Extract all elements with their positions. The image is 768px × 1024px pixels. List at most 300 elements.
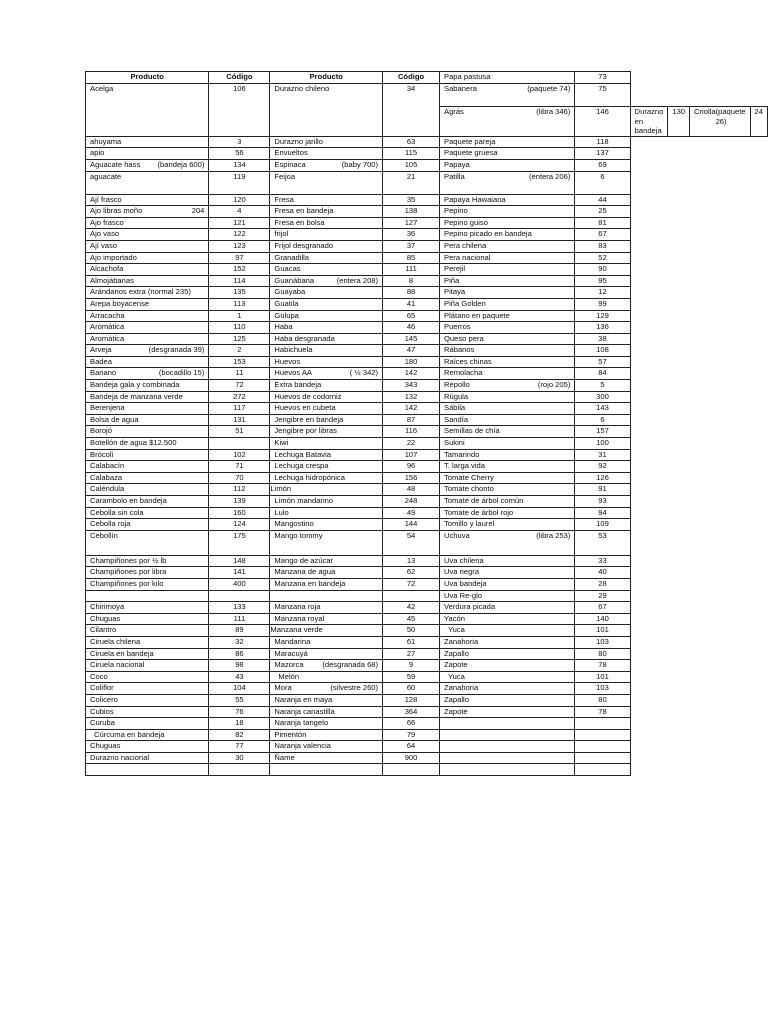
product-cell [270, 671, 383, 683]
product-name: Cebollín [90, 530, 118, 540]
table-row [86, 438, 768, 450]
product-cell [86, 718, 209, 730]
code-cell: 400 [209, 578, 270, 590]
product-cell [270, 426, 383, 438]
code-cell [575, 764, 630, 776]
code-cell: 97 [209, 252, 270, 264]
product-name: Raíces chinas [444, 356, 492, 366]
code-cell: 76 [209, 706, 270, 718]
product-cell [440, 461, 575, 473]
product-name: Papaya Hawaiana [444, 194, 506, 204]
code-cell: 101 [575, 625, 630, 637]
product-name: Ciruela nacional [90, 660, 145, 670]
code-cell: 134 [209, 159, 270, 171]
product-cell [270, 356, 383, 368]
product-name: Colicero [90, 694, 118, 704]
code-cell: 11 [209, 368, 270, 380]
product-name: Aguacate hass (bandeja 600) [90, 159, 205, 169]
product-cell [86, 590, 209, 602]
product-cell [440, 741, 575, 753]
product-cell [270, 602, 383, 614]
product-cell: Papa pastusa [440, 72, 575, 84]
table-row [86, 590, 768, 602]
product-cell [270, 694, 383, 706]
product-cell [86, 322, 209, 334]
product-cell [440, 484, 575, 496]
product-cell [270, 752, 383, 764]
product-cell [270, 660, 383, 672]
code-cell: 64 [383, 741, 440, 753]
table-row [86, 461, 768, 473]
code-cell: 125 [209, 333, 270, 345]
product-name: Manzana en bandeja [274, 578, 346, 588]
product-cell [440, 613, 575, 625]
product-cell [270, 461, 383, 473]
product-cell [86, 530, 209, 555]
product-name: Aromática [90, 322, 125, 332]
product-cell [440, 625, 575, 637]
code-cell: 5 [575, 380, 630, 392]
product-cell [440, 426, 575, 438]
product-cell [270, 438, 383, 450]
product-name: Bolsa de agua [90, 414, 139, 424]
code-cell: 141 [209, 567, 270, 579]
code-cell [575, 718, 630, 730]
product-cell [440, 648, 575, 660]
product-name: apio [90, 148, 105, 158]
product-name: Chirimoya [90, 602, 125, 612]
product-name: Tamarindo [444, 449, 480, 459]
product-name: Tomate Cherry [444, 472, 494, 482]
code-cell: 52 [575, 252, 630, 264]
product-cell [440, 530, 575, 555]
product-name: Tomate de árbol rojo [444, 507, 514, 517]
code-cell: 130 [668, 107, 690, 137]
product-cell [270, 578, 383, 590]
header-code: Código [383, 72, 440, 84]
product-cell [86, 648, 209, 660]
product-name: Tomate chonto [444, 484, 494, 494]
product-cell [86, 729, 209, 741]
product-name: T. larga vida [444, 461, 485, 471]
product-cell [270, 741, 383, 753]
code-cell: 80 [575, 694, 630, 706]
product-cell [270, 625, 383, 637]
code-cell: 55 [209, 694, 270, 706]
code-cell: 24 [750, 107, 767, 137]
code-cell: 36 [383, 229, 440, 241]
code-cell: 59 [383, 671, 440, 683]
product-cell [86, 496, 209, 508]
code-cell: 54 [383, 530, 440, 555]
product-cell [270, 648, 383, 660]
code-cell: 35 [383, 194, 440, 206]
product-name: Zapote [444, 706, 468, 716]
product-name: Chuguas [90, 741, 121, 751]
product-name: Coco [90, 671, 108, 681]
product-cell [86, 240, 209, 252]
product-cell [86, 671, 209, 683]
product-name: Durazno en bandeja [634, 107, 664, 136]
product-cell [440, 345, 575, 357]
code-cell: 41 [383, 298, 440, 310]
code-cell: 2 [209, 345, 270, 357]
product-name: Calabaza [90, 472, 123, 482]
product-cell [440, 706, 575, 718]
code-cell: 98 [209, 660, 270, 672]
product-name: Jengibre en bandeja [274, 414, 344, 424]
code-cell: 83 [575, 240, 630, 252]
product-name: Frijol desgranado [274, 240, 334, 250]
table-row [86, 555, 768, 567]
product-name: Borojó [90, 426, 112, 436]
product-name: Naranja en maya [274, 694, 333, 704]
code-cell: 127 [383, 217, 440, 229]
product-name: Aromática [90, 333, 125, 343]
table-row [86, 694, 768, 706]
product-name: Mora (silvestre 260) [274, 683, 379, 693]
product-cell [440, 449, 575, 461]
table-row [86, 718, 768, 730]
product-cell [270, 84, 383, 137]
code-cell: 145 [383, 333, 440, 345]
code-cell: 156 [383, 472, 440, 484]
product-name: Melón [278, 671, 300, 681]
product-cell [440, 555, 575, 567]
product-cell [86, 84, 209, 137]
table-row [86, 275, 768, 287]
product-cell [440, 217, 575, 229]
product-cell [440, 333, 575, 345]
product-name: Manzana de agua [274, 567, 336, 577]
product-name: Manzana royal [274, 613, 325, 623]
product-cell [270, 507, 383, 519]
product-name: Cebolla sin cola [90, 507, 144, 517]
table-row [86, 578, 768, 590]
code-cell: 9 [383, 660, 440, 672]
header-code: Código [209, 72, 270, 84]
product-cell [440, 264, 575, 276]
product-name: Huevos AA ( ½ 342) [274, 368, 379, 378]
code-cell: 28 [575, 578, 630, 590]
product-name: Acelga [90, 84, 114, 93]
product-cell [86, 333, 209, 345]
product-name: Haba [274, 322, 293, 332]
product-cell [270, 136, 383, 148]
product-code-table [85, 71, 768, 776]
product-cell [440, 287, 575, 299]
code-cell: 32 [209, 636, 270, 648]
code-cell: 38 [575, 333, 630, 345]
table-row [86, 507, 768, 519]
table-row [86, 741, 768, 753]
product-name: Sandía [444, 414, 469, 424]
code-cell: 114 [209, 275, 270, 287]
product-name: Pepino [444, 206, 468, 216]
product-cell [440, 694, 575, 706]
product-cell [86, 613, 209, 625]
product-cell [440, 414, 575, 426]
product-name: Cebolla roja [90, 519, 131, 529]
product-name: Lechuga crespa [274, 461, 329, 471]
product-cell [86, 194, 209, 206]
product-cell [440, 159, 575, 171]
code-cell: 78 [575, 706, 630, 718]
code-cell: 144 [383, 519, 440, 531]
product-name: Huevos en cubeta [274, 403, 336, 413]
product-cell [86, 567, 209, 579]
product-cell [86, 449, 209, 461]
code-cell: 111 [209, 613, 270, 625]
product-cell [86, 602, 209, 614]
code-cell: 119 [209, 171, 270, 194]
product-cell [86, 217, 209, 229]
product-name: Fresa [274, 194, 294, 204]
product-name: Agrás (libra 346) [444, 107, 571, 116]
code-cell: 34 [383, 84, 440, 137]
table-row [86, 530, 768, 555]
product-name: Repollo (rojo 205) [444, 380, 571, 390]
product-name: Brócoli [90, 449, 114, 459]
code-cell: 62 [383, 567, 440, 579]
product-name: Durazno chileno [274, 84, 330, 93]
product-name: Alcachofa [90, 264, 124, 274]
code-cell: 111 [383, 264, 440, 276]
code-cell: 6 [575, 171, 630, 194]
code-cell: 30 [209, 752, 270, 764]
code-cell: 364 [383, 706, 440, 718]
code-cell: 117 [209, 403, 270, 415]
code-cell: 37 [383, 240, 440, 252]
product-cell [86, 136, 209, 148]
product-name: Habichuela [274, 345, 313, 355]
product-name: Zapote [444, 660, 468, 670]
product-cell [270, 345, 383, 357]
code-cell: 82 [209, 729, 270, 741]
code-cell: 18 [209, 718, 270, 730]
product-cell [270, 229, 383, 241]
product-cell [440, 84, 575, 107]
code-cell: 106 [209, 84, 270, 137]
product-name: Guatila [274, 298, 299, 308]
product-name: Fresa en bandeja [274, 206, 334, 216]
product-cell [86, 148, 209, 160]
product-name: Huevos [274, 356, 301, 366]
product-cell [440, 391, 575, 403]
table-row [86, 484, 768, 496]
code-cell: 40 [575, 567, 630, 579]
product-name: Mango tommy [274, 530, 323, 540]
product-name: Ajo vaso [90, 229, 120, 239]
code-cell: 81 [575, 217, 630, 229]
product-name: Coliflor [90, 683, 114, 693]
product-name: Maracuyá [274, 648, 308, 658]
product-cell [440, 171, 575, 194]
code-cell [383, 764, 440, 776]
table-row [86, 194, 768, 206]
product-cell [86, 484, 209, 496]
product-name: Arándanos extra (normal 235) [90, 287, 191, 297]
product-cell [86, 345, 209, 357]
product-cell [270, 275, 383, 287]
code-cell: 4 [209, 206, 270, 218]
product-cell [86, 578, 209, 590]
code-cell: 108 [575, 345, 630, 357]
code-cell: 272 [209, 391, 270, 403]
product-name: Yuca [448, 625, 465, 635]
product-cell [440, 136, 575, 148]
product-name: Uva chilena [444, 555, 484, 565]
product-cell [270, 449, 383, 461]
code-cell: 131 [209, 414, 270, 426]
code-cell: 92 [575, 461, 630, 473]
table-row [86, 648, 768, 660]
product-name: Almojábanas [90, 275, 134, 285]
product-name: Yacón [444, 613, 465, 623]
product-name: Feijoa [274, 171, 296, 181]
table-row [86, 171, 768, 194]
product-cell [440, 567, 575, 579]
product-name: Huevos de codorniz [274, 391, 342, 401]
product-cell [86, 252, 209, 264]
product-cell [270, 391, 383, 403]
code-cell: 90 [575, 264, 630, 276]
product-name: Cubios [90, 706, 114, 716]
product-cell [440, 438, 575, 450]
table-body [86, 84, 768, 776]
table-row [86, 84, 768, 107]
table-row [86, 310, 768, 322]
product-cell [86, 264, 209, 276]
code-cell: 46 [383, 322, 440, 334]
code-cell: 25 [575, 206, 630, 218]
product-name: Kiwi [274, 438, 289, 448]
product-name: Lechuga Batavia [274, 449, 331, 459]
code-cell: 89 [209, 625, 270, 637]
product-name: Naranja tangelo [274, 718, 329, 728]
product-name: Uchuva (libra 253) [444, 530, 571, 540]
product-name: Limón mandarino [274, 496, 334, 505]
code-cell: 136 [575, 322, 630, 334]
code-cell: 126 [575, 472, 630, 484]
product-name: Perejil [444, 264, 466, 274]
table-row [86, 391, 768, 403]
code-cell: 113 [209, 298, 270, 310]
product-cell [86, 472, 209, 484]
table-row [86, 764, 768, 776]
product-name: Banano (bocadillo 15) [90, 368, 205, 378]
code-cell: 56 [209, 148, 270, 160]
code-cell: 67 [575, 229, 630, 241]
product-cell [86, 752, 209, 764]
product-name: Arracacha [90, 310, 125, 320]
code-cell: 85 [383, 252, 440, 264]
product-name: Verdura picada [444, 602, 496, 612]
product-cell [270, 484, 383, 496]
code-cell: 121 [209, 217, 270, 229]
product-name: Jengibre por libras [274, 426, 337, 436]
product-cell [86, 310, 209, 322]
product-name: Chuguas [90, 613, 121, 623]
table-row [86, 729, 768, 741]
product-name: Naranja canastilla [274, 706, 335, 716]
code-cell: 95 [575, 275, 630, 287]
product-cell [270, 148, 383, 160]
code-cell: 99 [575, 298, 630, 310]
product-name: Durazno nacional [90, 752, 150, 762]
product-name: Guayaba [274, 287, 306, 297]
product-cell [86, 507, 209, 519]
product-name: Mandarina [274, 636, 311, 646]
code-cell: 175 [209, 530, 270, 555]
code-cell: 77 [209, 741, 270, 753]
product-name: Mazorca (desgranada 68) [274, 660, 379, 670]
code-cell: 22 [383, 438, 440, 450]
code-cell: 112 [209, 484, 270, 496]
code-cell: 12 [575, 287, 630, 299]
table-row [86, 414, 768, 426]
product-cell [86, 660, 209, 672]
product-name: Ajo frasco [90, 217, 124, 227]
product-name: Zapallo [444, 694, 469, 704]
code-cell [575, 752, 630, 764]
product-cell [270, 403, 383, 415]
code-cell: 100 [575, 438, 630, 450]
code-cell: 45 [383, 613, 440, 625]
code-cell: 48 [383, 484, 440, 496]
product-cell [270, 530, 383, 555]
product-cell [440, 403, 575, 415]
product-name: Extra bandeja [274, 380, 322, 390]
code-cell: 88 [383, 287, 440, 299]
product-cell [270, 636, 383, 648]
code-cell: 91 [575, 484, 630, 496]
code-cell [575, 741, 630, 753]
product-cell [86, 356, 209, 368]
product-cell [440, 671, 575, 683]
product-cell [86, 287, 209, 299]
code-cell: 71 [209, 461, 270, 473]
product-name: Limón [270, 484, 292, 494]
product-cell [86, 461, 209, 473]
table-row [86, 660, 768, 672]
code-cell: 73 [575, 72, 630, 84]
product-cell [440, 148, 575, 160]
product-cell [270, 472, 383, 484]
product-cell [440, 590, 575, 602]
product-cell [440, 752, 575, 764]
code-cell: 57 [575, 356, 630, 368]
product-name: Puerros [444, 322, 471, 332]
product-cell [86, 683, 209, 695]
table-row [86, 356, 768, 368]
product-cell [440, 194, 575, 206]
table-row [86, 636, 768, 648]
code-cell: 180 [383, 356, 440, 368]
product-cell [86, 403, 209, 415]
table-row [86, 426, 768, 438]
code-cell: 66 [383, 718, 440, 730]
product-name: Guacas [274, 264, 301, 274]
product-name: Remolacha [444, 368, 483, 378]
product-cell [440, 322, 575, 334]
code-cell: 75 [575, 84, 630, 107]
code-cell: 105 [383, 159, 440, 171]
product-name: Bandeja de manzana verde [90, 391, 183, 401]
product-cell [270, 496, 383, 508]
product-name: Ajo importado [90, 252, 137, 262]
product-cell [270, 333, 383, 345]
